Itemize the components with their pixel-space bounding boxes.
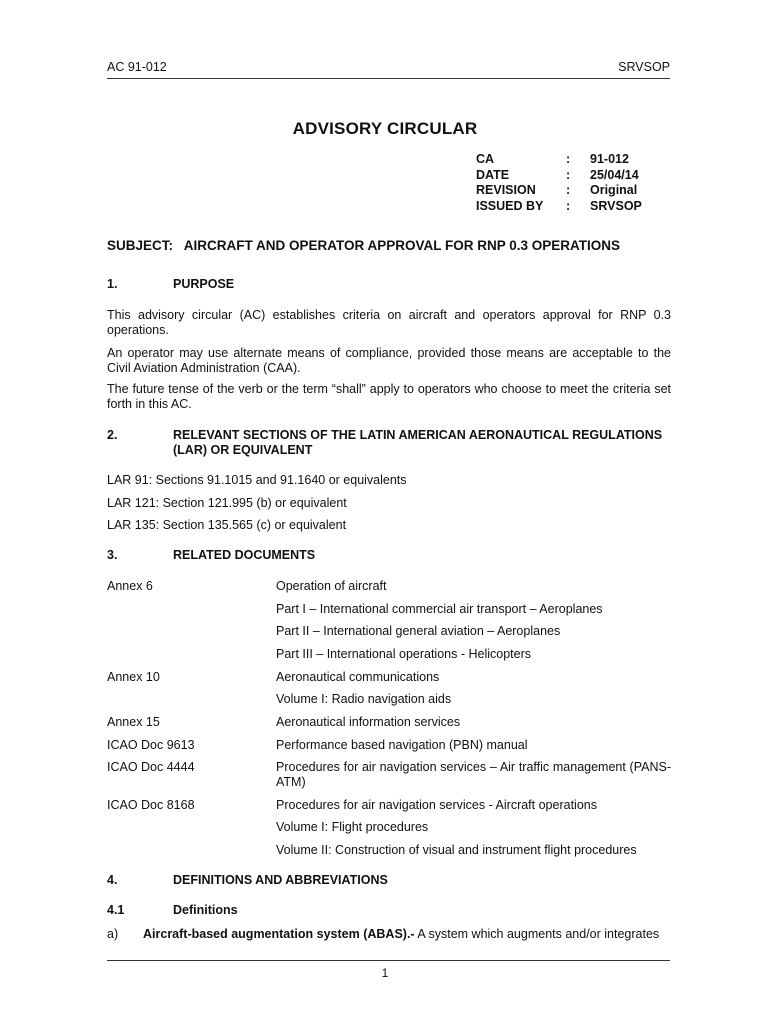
doc-annex-6: Annex 6 — [107, 579, 153, 593]
header-rule — [107, 78, 670, 79]
lar-item: LAR 135: Section 135.565 (c) or equivalent — [107, 518, 347, 532]
doc-description: Volume II: Construction of visual and instrument flight procedures — [276, 843, 637, 857]
page-number: 1 — [381, 966, 389, 980]
section-title: RELEVANT SECTIONS OF THE LATIN AMERICAN AERONAUTICAL REGULATIONS (LAR) OR EQUIVALENT — [173, 428, 663, 457]
doc-icao-4444: ICAO Doc 4444 — [107, 760, 195, 774]
doc-description: Volume I: Flight procedures — [276, 820, 429, 834]
meta-sep: : — [566, 198, 571, 213]
footer-rule — [107, 960, 670, 961]
meta-sep: : — [566, 183, 571, 197]
lar-item: LAR 121: Section 121.995 (b) or equivalent — [107, 496, 347, 510]
meta-row-issued-by — [476, 199, 642, 215]
meta-row-ca — [476, 152, 642, 168]
section-title: RELATED DOCUMENTS — [173, 548, 316, 562]
doc-description: Procedures for air navigation services – Air traffic management (PANS-ATM) — [276, 760, 671, 789]
header-left: AC 91-012 — [107, 60, 167, 74]
purpose-paragraph: This advisory circular (AC) establishes criteria on aircraft and operators approval for RNP 0.3 operations. — [107, 308, 671, 337]
doc-icao-9613: ICAO Doc 9613 — [107, 738, 195, 752]
header-right: SRVSOP — [618, 60, 670, 74]
meta-value: Original — [590, 183, 638, 197]
doc-description: Aeronautical communications — [276, 670, 440, 684]
meta-sep: : — [566, 152, 571, 166]
meta-row-date — [476, 168, 642, 184]
meta-key: CA — [476, 152, 495, 166]
section-title: DEFINITIONS AND ABBREVIATIONS — [173, 873, 388, 887]
doc-description: Operation of aircraft — [276, 579, 387, 593]
meta-value: SRVSOP — [590, 198, 642, 213]
subject-line: SUBJECT: AIRCRAFT AND OPERATOR APPROVAL FOR RNP 0.3 OPERATIONS — [107, 238, 621, 253]
doc-description: Procedures for air navigation services - Aircraft operations — [276, 798, 597, 812]
definition-term: Aircraft-based augmentation system (ABAS).- — [143, 927, 415, 941]
document-metadata — [476, 152, 642, 214]
section-number: 1. — [107, 277, 118, 291]
doc-description: Aeronautical information services — [276, 715, 461, 729]
section-number: 3. — [107, 548, 118, 562]
doc-annex-10: Annex 10 — [107, 670, 160, 684]
meta-key: DATE — [476, 167, 510, 182]
meta-key: ISSUED BY — [476, 198, 544, 213]
meta-value: 91-012 — [590, 152, 629, 166]
section-number: 4.1 — [107, 903, 125, 917]
section-title: Definitions — [173, 903, 238, 917]
purpose-paragraph: An operator may use alternate means of compliance, provided those means are acceptable to the Civil Aviation Administration (CAA). — [107, 346, 671, 375]
section-number: 2. — [107, 428, 118, 442]
lar-item: LAR 91: Sections 91.1015 and 91.1640 or equivalents — [107, 473, 407, 487]
doc-description: Volume I: Radio navigation aids — [276, 692, 452, 706]
definition-body: A system which augments and/or integrates — [414, 927, 660, 941]
definition-text — [143, 927, 671, 941]
section-number: 4. — [107, 873, 118, 887]
meta-key: REVISION — [476, 183, 536, 197]
doc-description: Part III – International operations - Helicopters — [276, 647, 531, 661]
document-title: ADVISORY CIRCULAR — [292, 119, 478, 138]
doc-annex-15: Annex 15 — [107, 715, 160, 729]
doc-description: Performance based navigation (PBN) manual — [276, 738, 528, 752]
doc-description: Part II – International general aviation – Aeroplanes — [276, 624, 561, 638]
doc-icao-8168: ICAO Doc 8168 — [107, 798, 195, 812]
definition-letter: a) — [107, 927, 119, 941]
section-title: PURPOSE — [173, 277, 235, 291]
meta-value: 25/04/14 — [590, 167, 639, 182]
meta-row-revision — [476, 183, 642, 199]
meta-sep: : — [566, 167, 571, 182]
purpose-paragraph: The future tense of the verb or the term “shall” apply to operators who choose to meet the criteria set forth in this AC. — [107, 382, 671, 411]
doc-description: Part I – International commercial air transport – Aeroplanes — [276, 602, 603, 616]
